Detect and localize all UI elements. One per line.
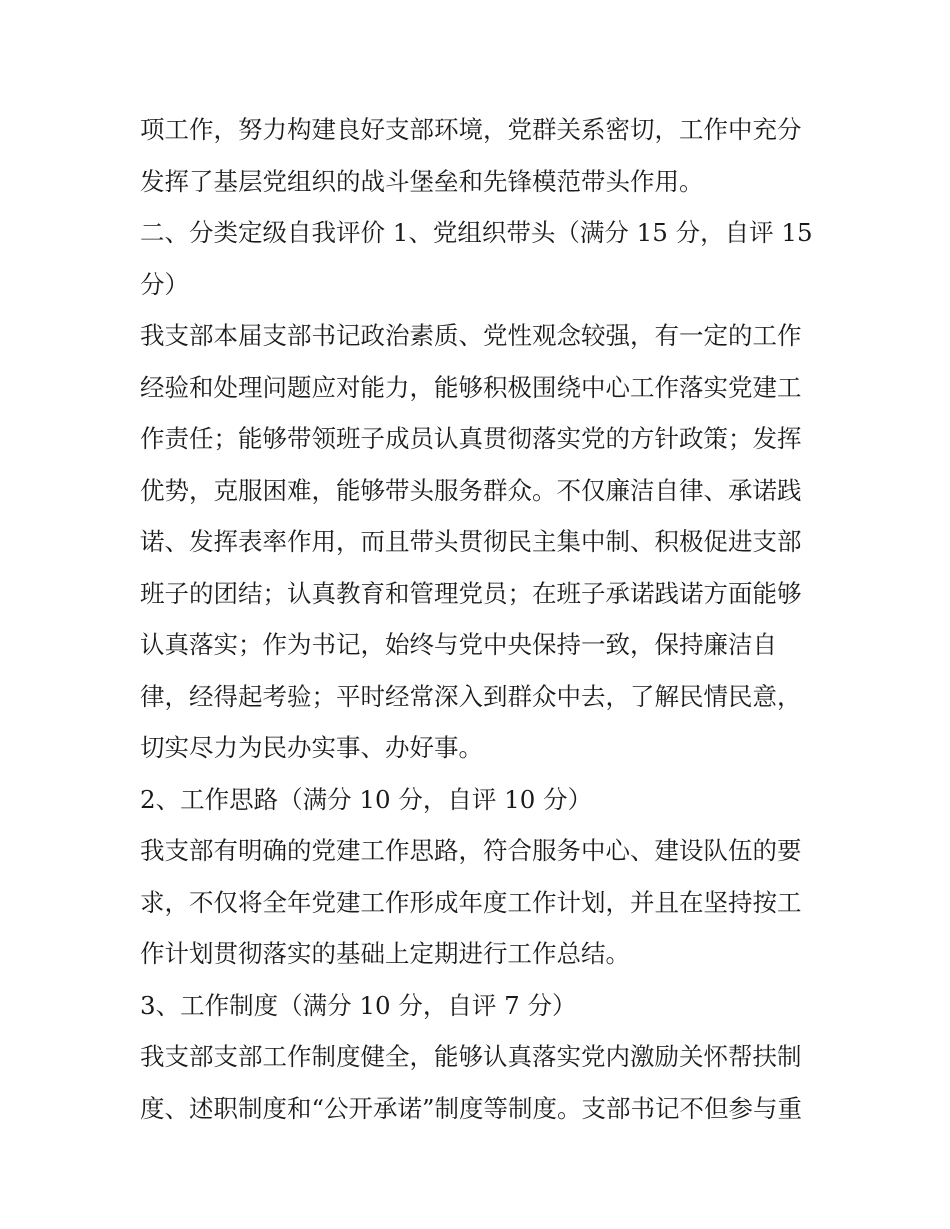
text-line: 切实尽力为民办实事、办好事。 [140, 733, 483, 762]
text-line: 求，不仅将全年党建工作形成年度工作计划，并且在坚持按工 [140, 887, 802, 917]
text-line: 优势，克服困难，能够带头服务群众。不仅廉洁自律、承诺践 [140, 475, 802, 505]
text-line: 发挥了基层党组织的战斗堡垒和先锋模范带头作用。 [140, 166, 704, 196]
text-line: 我支部本届支部书记政治素质、党性观念较强，有一定的工作 [140, 321, 802, 350]
text-line: 我支部有明确的党建工作思路，符合服务中心、建设队伍的要 [140, 836, 802, 865]
text-line: 认真落实；作为书记，始终与党中央保持一致，保持廉洁自 [140, 630, 777, 659]
subheading-line: 3、工作制度（满分 10 分，自评 7 分） [140, 990, 577, 1020]
text-line: 我支部支部工作制度健全，能够认真落实党内激励关怀帮扶制 [140, 1042, 802, 1071]
text-line: 经验和处理问题应对能力，能够积极围绕中心工作落实党建工 [140, 372, 802, 402]
document-body [140, 104, 820, 1134]
section-heading-line: 二、分类定级自我评价 1、党组织带头（满分 15 分，自评 15 [140, 218, 813, 247]
text-line: 项工作，努力构建良好支部环境，党群关系密切，工作中充分 [140, 115, 802, 144]
text-line: 班子的团结；认真教育和管理党员；在班子承诺践诺方面能够 [140, 578, 802, 608]
text-line: 作计划贯彻落实的基础上定期进行工作总结。 [140, 939, 630, 968]
text-line: 度、述职制度和“公开承诺”制度等制度。支部书记不但参与重 [140, 1093, 803, 1123]
text-line: 分） [140, 269, 189, 299]
text-line: 作责任；能够带领班子成员认真贯彻落实党的方针政策；发挥 [140, 424, 802, 453]
text-line: 诺、发挥表率作用，而且带头贯彻民主集中制、积极促进支部 [140, 527, 802, 556]
subheading-line: 2、工作思路（满分 10 分，自评 10 分） [140, 784, 593, 814]
text-line: 律，经得起考验；平时经常深入到群众中去，了解民情民意， [140, 681, 802, 711]
